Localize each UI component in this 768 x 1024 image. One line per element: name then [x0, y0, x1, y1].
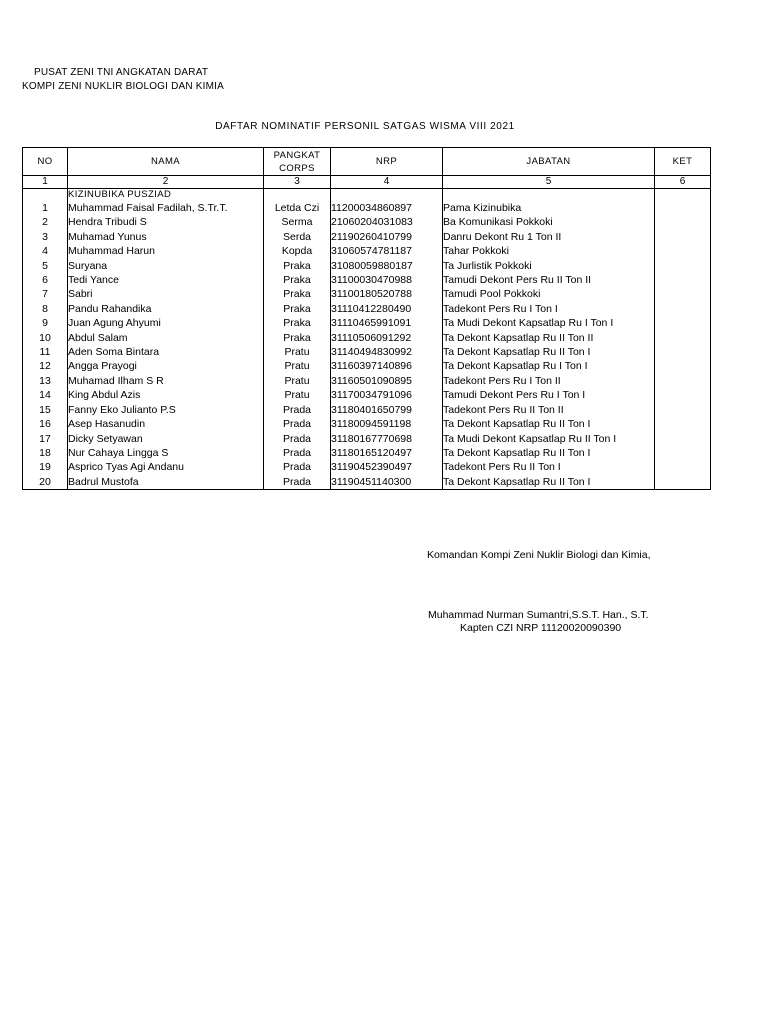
organization-header — [22, 66, 224, 94]
cell-nama: Asprico Tyas Agi Andanu — [68, 460, 264, 474]
cell-ket — [655, 475, 711, 490]
table-header-row — [23, 148, 711, 176]
cell-no: 4 — [23, 244, 68, 258]
table-row — [23, 331, 711, 345]
cell-nrp: 21190260410799 — [331, 230, 443, 244]
table-row — [23, 359, 711, 373]
header-jabatan: JABATAN — [443, 148, 655, 176]
cell-pangkat: Praka — [264, 331, 331, 345]
table-row — [23, 446, 711, 460]
cell-no: 10 — [23, 331, 68, 345]
cell-pangkat: Praka — [264, 273, 331, 287]
cell-nama: Fanny Eko Julianto P.S — [68, 403, 264, 417]
cell-nrp: 21060204031083 — [331, 215, 443, 229]
cell-nrp: 31110465991091 — [331, 316, 443, 330]
cell-jabatan: Tadekont Pers Ru II Ton I — [443, 460, 655, 474]
cell-ket — [655, 244, 711, 258]
cell-nrp: 11200034860897 — [331, 201, 443, 215]
cell-nama: Juan Agung Ahyumi — [68, 316, 264, 330]
cell-nrp: 31170034791096 — [331, 388, 443, 402]
cell-nama: Pandu Rahandika — [68, 302, 264, 316]
cell-jabatan: Ba Komunikasi Pokkoki — [443, 215, 655, 229]
cell-jabatan: Tamudi Dekont Pers Ru I Ton I — [443, 388, 655, 402]
cell-jabatan: Ta Dekont Kapsatlap Ru II Ton II — [443, 331, 655, 345]
header-nrp: NRP — [331, 148, 443, 176]
cell-nrp: 31190452390497 — [331, 460, 443, 474]
cell-pangkat: Prada — [264, 432, 331, 446]
cell-no: 7 — [23, 287, 68, 301]
table-row — [23, 475, 711, 490]
cell-ket — [655, 432, 711, 446]
cell-no: 16 — [23, 417, 68, 431]
cell-nrp: 31140494830992 — [331, 345, 443, 359]
cell-ket — [655, 374, 711, 388]
cell-ket — [655, 446, 711, 460]
cell-ket — [655, 403, 711, 417]
cell-nrp: 31180401650799 — [331, 403, 443, 417]
cell-nama: Muhammad Harun — [68, 244, 264, 258]
cell-pangkat: Prada — [264, 475, 331, 490]
table-row — [23, 201, 711, 215]
cell-nama: King Abdul Azis — [68, 388, 264, 402]
cell-nrp: 31080059880187 — [331, 259, 443, 273]
cell-nama: Abdul Salam — [68, 331, 264, 345]
cell-no: 14 — [23, 388, 68, 402]
cell-no: 13 — [23, 374, 68, 388]
cell-pangkat: Pratu — [264, 388, 331, 402]
cell-jabatan: Tadekont Pers Ru I Ton II — [443, 374, 655, 388]
cell-pangkat: Serma — [264, 215, 331, 229]
cell-nama: Tedi Yance — [68, 273, 264, 287]
cell-no: 3 — [23, 230, 68, 244]
cell-jabatan: Ta Jurlistik Pokkoki — [443, 259, 655, 273]
cell-ket — [655, 460, 711, 474]
cell-ket — [655, 259, 711, 273]
table-row — [23, 230, 711, 244]
header-ket: KET — [655, 148, 711, 176]
cell-no: 8 — [23, 302, 68, 316]
cell-jabatan: Danru Dekont Ru 1 Ton II — [443, 230, 655, 244]
header-pangkat-line1: PANGKAT — [273, 149, 321, 161]
cell-nrp: 31110412280490 — [331, 302, 443, 316]
cell-nrp: 31160397140896 — [331, 359, 443, 373]
header-no: NO — [23, 148, 68, 176]
cell-nrp: 31060574781187 — [331, 244, 443, 258]
table-row — [23, 388, 711, 402]
table-row — [23, 215, 711, 229]
personnel-table — [22, 147, 711, 490]
cell-nrp: 31180167770698 — [331, 432, 443, 446]
cell-pangkat: Prada — [264, 403, 331, 417]
cell-nama: Angga Prayogi — [68, 359, 264, 373]
cell-pangkat: Pratu — [264, 345, 331, 359]
cell-pangkat: Letda Czi — [264, 201, 331, 215]
column-number: 6 — [655, 176, 711, 189]
header-pangkat-line2: CORPS — [279, 162, 315, 174]
cell-jabatan: Tamudi Dekont Pers Ru II Ton II — [443, 273, 655, 287]
cell-nrp: 31100030470988 — [331, 273, 443, 287]
cell-jabatan: Ta Dekont Kapsatlap Ru I Ton I — [443, 359, 655, 373]
cell-jabatan: Ta Mudi Dekont Kapsatlap Ru I Ton I — [443, 316, 655, 330]
cell-jabatan: Ta Dekont Kapsatlap Ru II Ton I — [443, 446, 655, 460]
cell-ket — [655, 331, 711, 345]
table-row — [23, 244, 711, 258]
group-label: KIZINUBIKA PUSZIAD — [68, 189, 264, 202]
cell-nrp: 31180165120497 — [331, 446, 443, 460]
column-number: 1 — [23, 176, 68, 189]
cell-nrp: 31100180520788 — [331, 287, 443, 301]
cell-nrp: 31180094591198 — [331, 417, 443, 431]
column-number: 5 — [443, 176, 655, 189]
cell-nama: Badrul Mustofa — [68, 475, 264, 490]
cell-nama: Nur Cahaya Lingga S — [68, 446, 264, 460]
cell-pangkat: Prada — [264, 460, 331, 474]
document-title: DAFTAR NOMINATIF PERSONIL SATGAS WISMA VIII 2021 — [215, 121, 515, 132]
cell-nama: Muhamad Yunus — [68, 230, 264, 244]
cell-ket — [655, 417, 711, 431]
cell-pangkat: Pratu — [264, 374, 331, 388]
cell-no: 18 — [23, 446, 68, 460]
cell-nrp: 31110506091292 — [331, 331, 443, 345]
cell-ket — [655, 215, 711, 229]
cell-jabatan: Tamudi Pool Pokkoki — [443, 287, 655, 301]
table-row — [23, 302, 711, 316]
cell-no: 1 — [23, 201, 68, 215]
cell-nama: Aden Soma Bintara — [68, 345, 264, 359]
column-number: 2 — [68, 176, 264, 189]
cell-jabatan: Ta Mudi Dekont Kapsatlap Ru II Ton I — [443, 432, 655, 446]
cell-no: 11 — [23, 345, 68, 359]
cell-pangkat: Praka — [264, 287, 331, 301]
cell-no: 9 — [23, 316, 68, 330]
cell-no: 20 — [23, 475, 68, 490]
cell-ket — [655, 388, 711, 402]
table-row — [23, 432, 711, 446]
table-row — [23, 460, 711, 474]
cell-pangkat: Kopda — [264, 244, 331, 258]
cell-pangkat: Prada — [264, 446, 331, 460]
signature-position: Komandan Kompi Zeni Nuklir Biologi dan Kimia, — [427, 549, 651, 561]
cell-no: 12 — [23, 359, 68, 373]
cell-jabatan: Tadekont Pers Ru I Ton I — [443, 302, 655, 316]
cell-jabatan: Ta Dekont Kapsatlap Ru II Ton I — [443, 417, 655, 431]
cell-nrp: 31160501090895 — [331, 374, 443, 388]
org-line-1: PUSAT ZENI TNI ANGKATAN DARAT — [34, 67, 209, 78]
cell-jabatan: Pama Kizinubika — [443, 201, 655, 215]
cell-ket — [655, 345, 711, 359]
cell-no: 19 — [23, 460, 68, 474]
cell-ket — [655, 359, 711, 373]
cell-no: 5 — [23, 259, 68, 273]
cell-pangkat: Praka — [264, 316, 331, 330]
cell-no: 15 — [23, 403, 68, 417]
cell-pangkat: Praka — [264, 302, 331, 316]
cell-pangkat: Prada — [264, 417, 331, 431]
cell-ket — [655, 201, 711, 215]
cell-nama: Suryana — [68, 259, 264, 273]
cell-jabatan: Ta Dekont Kapsatlap Ru II Ton I — [443, 345, 655, 359]
cell-no: 6 — [23, 273, 68, 287]
cell-nrp: 31190451140300 — [331, 475, 443, 490]
cell-nama: Muhamad Ilham S R — [68, 374, 264, 388]
cell-pangkat: Serda — [264, 230, 331, 244]
cell-no: 17 — [23, 432, 68, 446]
cell-nama: Hendra Tribudi S — [68, 215, 264, 229]
header-nama: NAMA — [68, 148, 264, 176]
cell-nama: Dicky Setyawan — [68, 432, 264, 446]
table-row — [23, 417, 711, 431]
cell-ket — [655, 302, 711, 316]
header-pangkat — [264, 148, 331, 176]
cell-ket — [655, 230, 711, 244]
cell-ket — [655, 287, 711, 301]
column-number: 3 — [264, 176, 331, 189]
cell-pangkat: Pratu — [264, 359, 331, 373]
column-number-row — [23, 176, 711, 189]
group-row — [23, 189, 711, 202]
table-row — [23, 287, 711, 301]
org-line-2: KOMPI ZENI NUKLIR BIOLOGI DAN KIMIA — [22, 81, 225, 92]
signature-rank-nrp: Kapten CZI NRP 11120020090390 — [460, 622, 622, 634]
table-row — [23, 403, 711, 417]
table-row — [23, 273, 711, 287]
cell-nama: Asep Hasanudin — [68, 417, 264, 431]
table-row — [23, 316, 711, 330]
cell-pangkat: Praka — [264, 259, 331, 273]
table-row — [23, 259, 711, 273]
cell-jabatan: Tahar Pokkoki — [443, 244, 655, 258]
cell-no: 2 — [23, 215, 68, 229]
cell-nama: Muhammad Faisal Fadilah, S.Tr.T. — [68, 201, 264, 215]
cell-jabatan: Tadekont Pers Ru II Ton II — [443, 403, 655, 417]
cell-ket — [655, 316, 711, 330]
cell-ket — [655, 273, 711, 287]
table-row — [23, 345, 711, 359]
table-row — [23, 374, 711, 388]
cell-nama: Sabri — [68, 287, 264, 301]
cell-jabatan: Ta Dekont Kapsatlap Ru II Ton I — [443, 475, 655, 490]
signature-name: Muhammad Nurman Sumantri,S.S.T. Han., S.T. — [428, 609, 649, 621]
column-number: 4 — [331, 176, 443, 189]
